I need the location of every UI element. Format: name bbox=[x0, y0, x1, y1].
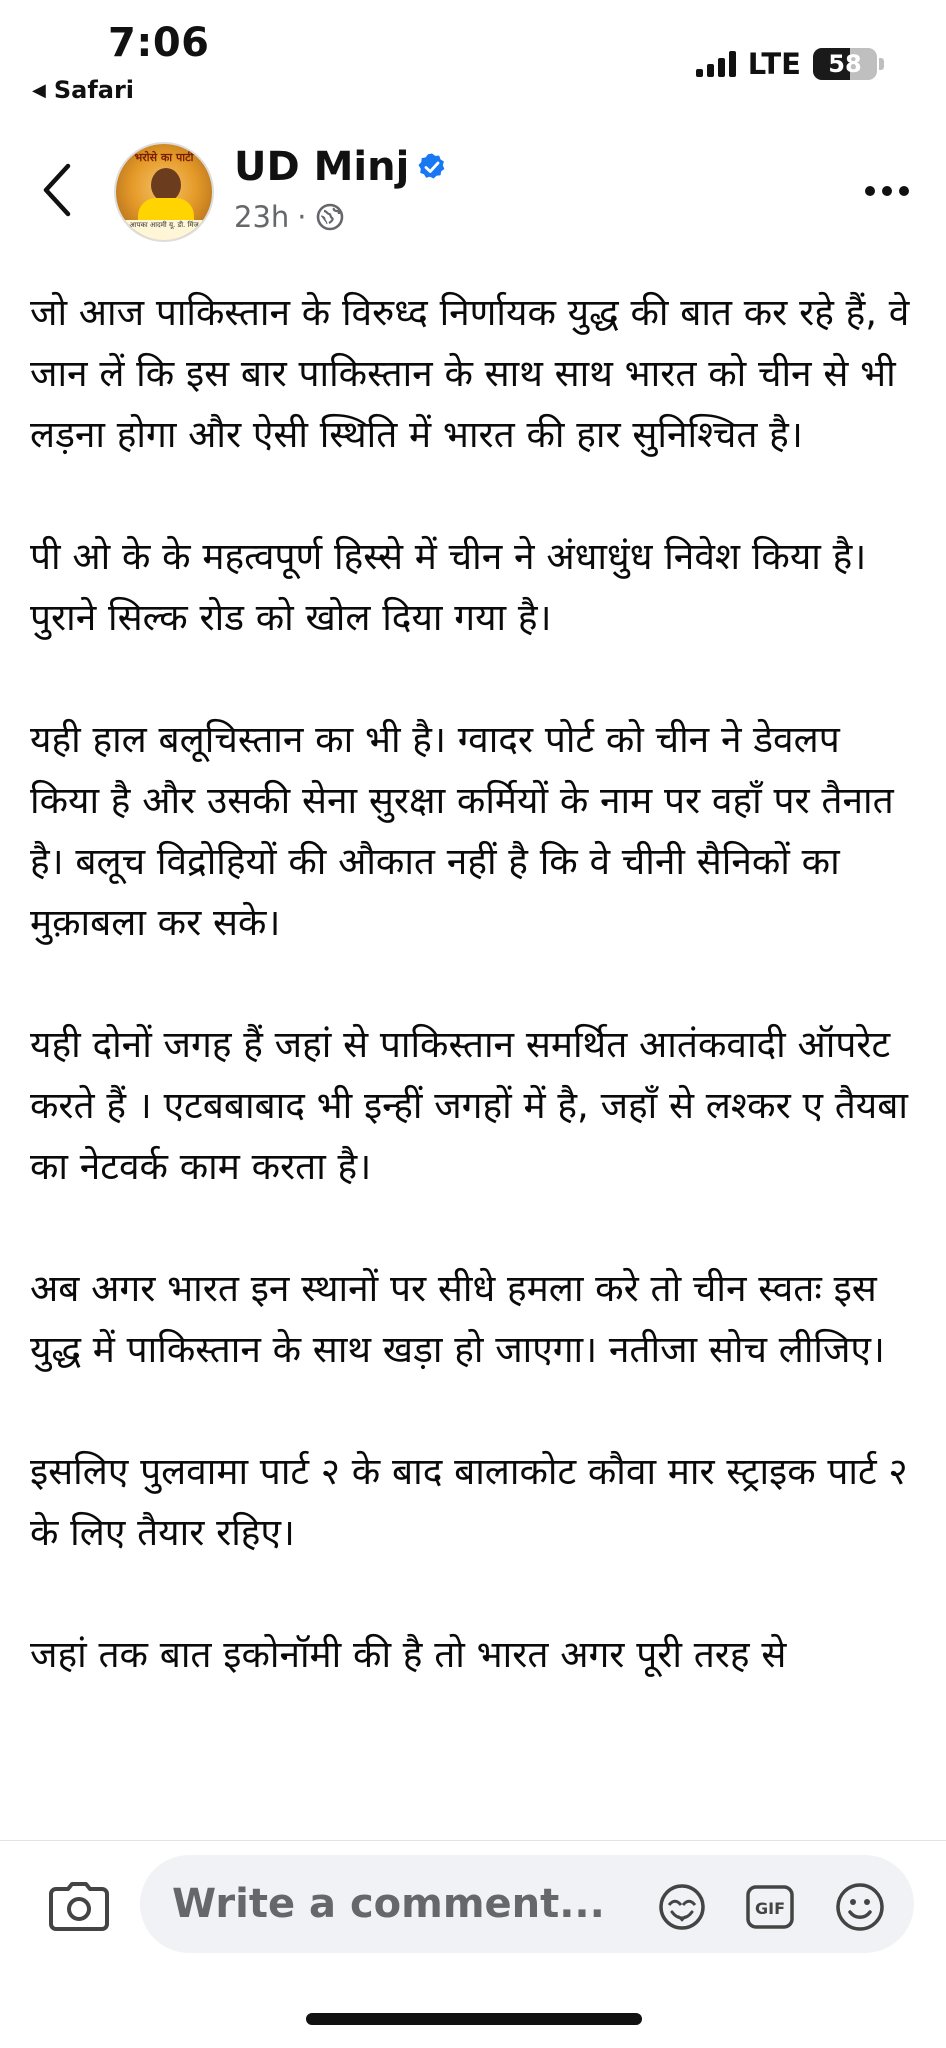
poster-name[interactable]: UD Minj bbox=[234, 144, 410, 190]
avatar-face bbox=[151, 168, 181, 202]
emoji-icon[interactable] bbox=[834, 1881, 886, 1933]
gif-label: GIF bbox=[754, 1899, 786, 1918]
home-indicator[interactable] bbox=[306, 2013, 642, 2025]
status-indicators bbox=[696, 44, 884, 84]
signal-icon bbox=[696, 51, 736, 77]
comment-bar bbox=[0, 1840, 946, 2048]
post-paragraph: यही हाल बलूचिस्तान का भी है। ग्वादर पोर्ट को चीन ने डेवलप किया है और उसकी सेना सुरक्षा कर्मियों के नाम पर वहाँ पर तैनात है। बलूच विद्रोहियों की औकात नहीं है कि वे चीनी सैनिकों का मुक़ाबला कर सके। bbox=[30, 718, 894, 944]
status-time: 7:06 bbox=[108, 20, 210, 66]
battery-level: 58 bbox=[828, 50, 862, 78]
battery-nub bbox=[879, 58, 884, 70]
post-paragraph: इसलिए पुलवामा पार्ट २ के बाद बालाकोट कौवा मार स्ट्राइक पार्ट २ के लिए तैयार रहिए। bbox=[30, 1450, 908, 1554]
comment-placeholder: Write a comment... bbox=[172, 1881, 605, 1927]
avatar[interactable] bbox=[114, 142, 214, 242]
comment-input[interactable] bbox=[140, 1855, 914, 1953]
verified-badge-icon bbox=[417, 152, 447, 182]
post-text bbox=[30, 282, 920, 1685]
post-paragraph: पी ओ के के महत्वपूर्ण हिस्से में चीन ने अंधाधुंध निवेश किया है। पुराने सिल्क रोड को खोल दिया गया है। bbox=[30, 535, 867, 639]
avatar-banner-text: भरोसे का पार्टी bbox=[134, 151, 194, 164]
network-type: LTE bbox=[747, 47, 801, 81]
sticker-icon[interactable] bbox=[656, 1881, 708, 1933]
globe-icon bbox=[315, 202, 345, 232]
post-paragraph: जहां तक बात इकोनॉमी की है तो भारत अगर पूरी तरह से bbox=[30, 1633, 787, 1676]
back-app-label: Safari bbox=[53, 76, 135, 104]
battery-icon bbox=[813, 48, 877, 80]
post-meta bbox=[234, 200, 345, 234]
meta-separator: · bbox=[297, 200, 307, 234]
poster-name-row[interactable] bbox=[234, 144, 447, 190]
back-triangle-icon: ◀ bbox=[32, 79, 46, 101]
camera-icon[interactable] bbox=[48, 1881, 110, 1933]
post-paragraph: जो आज पाकिस्तान के विरुध्द निर्णायक युद्ध की बात कर रहे हैं, वे जान लें कि इस बार पाकिस्तान के साथ साथ भारत को चीन से भी लड़ना होगा और ऐसी स्थिति में भारत की हार सुनिश्चित है। bbox=[30, 291, 910, 456]
back-chevron-icon[interactable] bbox=[40, 160, 74, 220]
gif-icon[interactable] bbox=[744, 1881, 796, 1933]
post-time[interactable]: 23h bbox=[234, 200, 290, 234]
avatar-footer-text: आपका आदमी यू. डी. मिंज bbox=[116, 220, 212, 240]
post-paragraph: अब अगर भारत इन स्थानों पर सीधे हमला करे तो चीन स्वतः इस युद्ध में पाकिस्तान के साथ खड़ा हो जाएगा। नतीजा सोच लीजिए। bbox=[30, 1267, 885, 1371]
back-to-safari[interactable] bbox=[32, 76, 134, 104]
post-paragraph: यही दोनों जगह हैं जहां से पाकिस्तान समर्थित आतंकवादी ऑपरेट करते हैं । एटबबाबाद भी इन्हीं जगहों में है, जहाँ से लश्कर ए तैयबा का नेटवर्क काम करता है। bbox=[30, 1023, 908, 1188]
more-options-icon[interactable] bbox=[864, 184, 910, 198]
